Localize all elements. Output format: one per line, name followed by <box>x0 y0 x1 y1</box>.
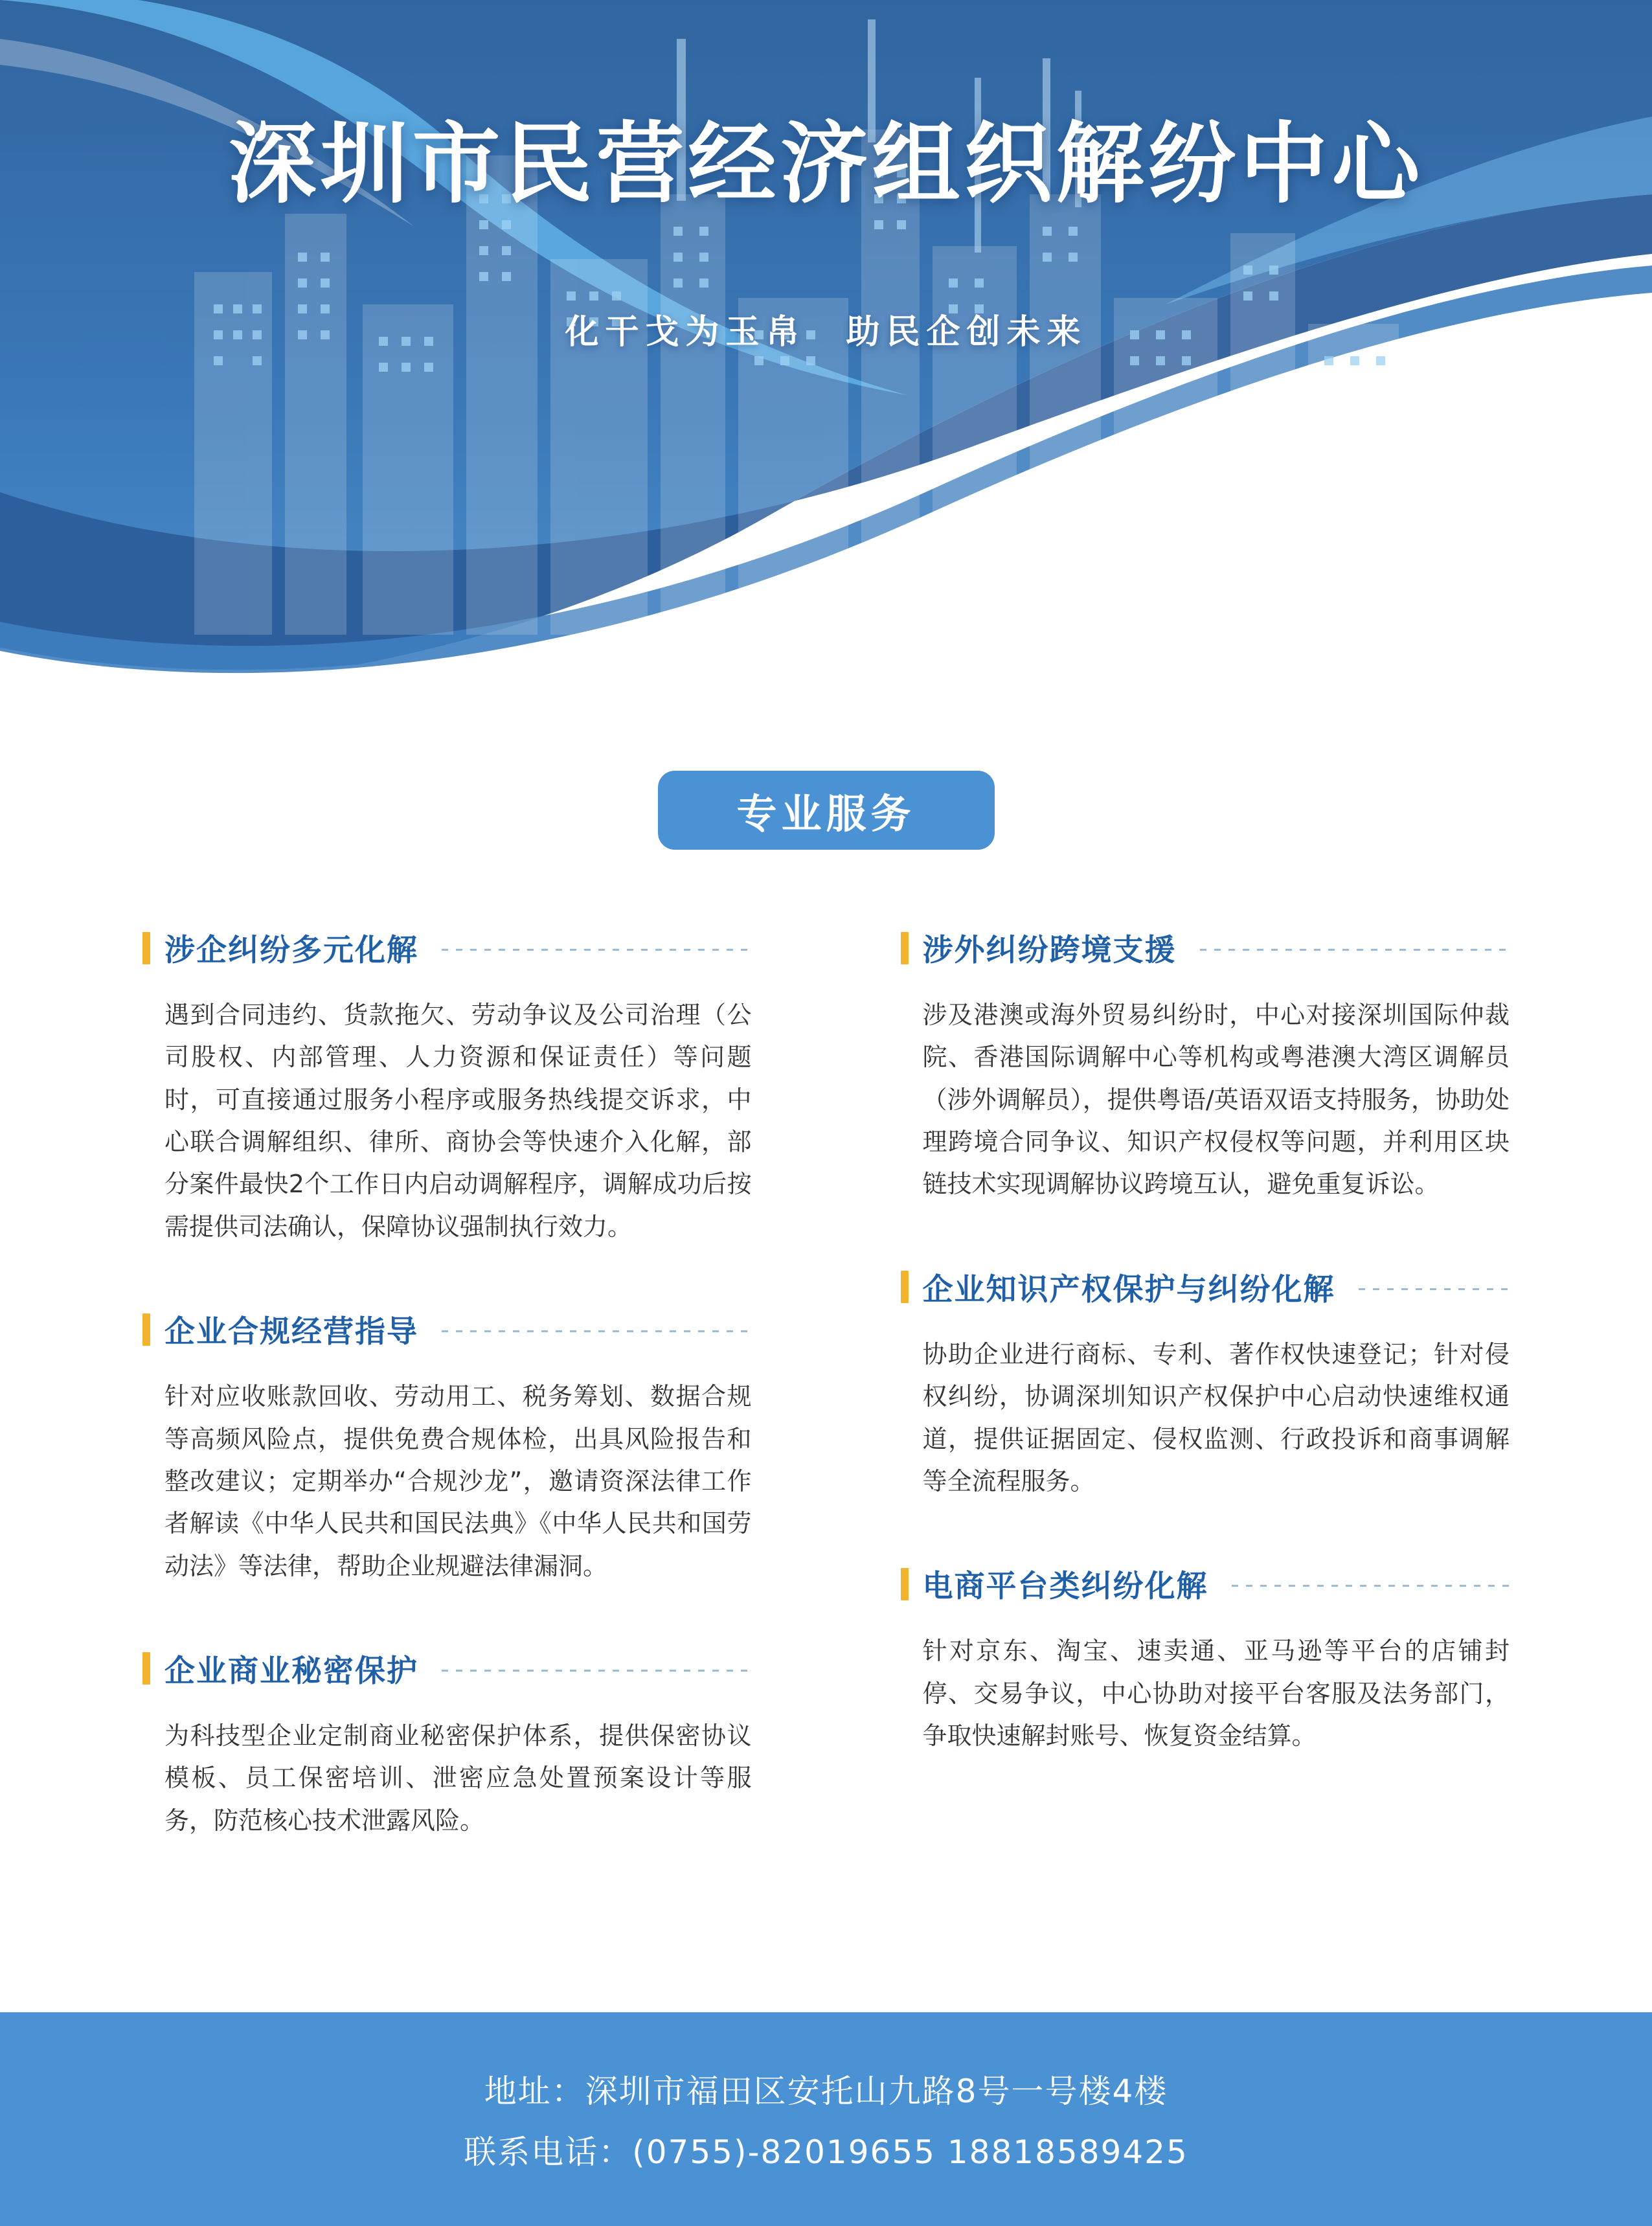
service-title: 企业商业秘密保护 <box>164 1653 418 1689</box>
page-footer <box>0 2012 1652 2226</box>
page-header <box>0 0 1652 725</box>
service-heading <box>142 1647 752 1690</box>
service-description: 涉及港澳或海外贸易纠纷时，中心对接深圳国际仲裁院、香港国际调解中心等机构或粤港澳大湾区调解员（涉外调解员），提供粤语/英语双语支持服务，协助处理跨境合同争议、知识产权侵权等问题，并利用区块链技术实现调解协议跨境互认，避免重复诉讼。 <box>922 1001 1510 1199</box>
services-column-left <box>142 926 752 1902</box>
service-item <box>901 1562 1510 1757</box>
accent-bar-icon <box>901 1568 909 1600</box>
service-heading <box>901 926 1510 970</box>
service-title: 涉企纠纷多元化解 <box>164 933 418 968</box>
service-heading <box>142 926 752 970</box>
service-item <box>142 1308 752 1587</box>
dotted-rule-icon <box>442 1670 752 1672</box>
footer-phone: 联系电话：(0755)-82019655 18818589425 <box>464 2133 1188 2171</box>
footer-address: 地址：深圳市福田区安托山九路8号一号楼4楼 <box>484 2073 1168 2110</box>
dotted-rule-icon <box>1359 1288 1510 1290</box>
service-title: 企业合规经营指导 <box>164 1314 418 1350</box>
accent-bar-icon <box>142 932 150 964</box>
dotted-rule-icon <box>1232 1585 1510 1587</box>
service-description: 遇到合同违约、货款拖欠、劳动争议及公司治理（公司股权、内部管理、人力资源和保证责任）等问题时，可直接通过服务小程序或服务热线提交诉求，中心联合调解组织、律所、商协会等快速介入化解，部分案件最快2个工作日内启动调解程序，调解成功后按需提供司法确认，保障协议强制执行效力。 <box>164 1001 752 1241</box>
service-item <box>142 1647 752 1842</box>
accent-bar-icon <box>142 1313 150 1346</box>
services-grid <box>0 926 1652 1902</box>
service-description: 针对京东、淘宝、速卖通、亚马逊等平台的店铺封停、交易争议，中心协助对接平台客服及法务部门，争取快速解封账号、恢复资金结算。 <box>922 1637 1510 1750</box>
service-heading <box>901 1562 1510 1606</box>
dotted-rule-icon <box>442 1330 752 1332</box>
dotted-rule-icon <box>1200 949 1510 951</box>
service-heading <box>901 1266 1510 1309</box>
accent-bar-icon <box>901 1271 909 1303</box>
service-title: 涉外纠纷跨境支援 <box>922 933 1177 968</box>
service-heading <box>142 1308 752 1351</box>
services-column-right <box>901 926 1510 1902</box>
section-title-label: 专业服务 <box>736 789 916 837</box>
service-title: 企业知识产权保护与纠纷化解 <box>922 1271 1335 1308</box>
accent-bar-icon <box>142 1652 150 1685</box>
service-item <box>901 926 1510 1206</box>
accent-bar-icon <box>901 932 909 964</box>
city-skyline-illustration <box>0 0 1652 725</box>
page-subtitle: 化干戈为玉帛 助民企创未来 <box>565 313 1087 352</box>
service-description: 针对应收账款回收、劳动用工、税务筹划、数据合规等高频风险点，提供免费合规体检，出具风险报告和整改建议；定期举办“合规沙龙”，邀请资深法律工作者解读《中华人民共和国民法典》《中华人民共和国劳动法》等法律，帮助企业规避法律漏洞。 <box>164 1382 752 1580</box>
service-title: 电商平台类纠纷化解 <box>922 1569 1208 1605</box>
section-title-badge <box>658 771 995 850</box>
service-item <box>901 1266 1510 1503</box>
service-description: 协助企业进行商标、专利、著作权快速登记；针对侵权纠纷，协调深圳知识产权保护中心启动快速维权通道，提供证据固定、侵权监测、行政投诉和商事调解等全流程服务。 <box>922 1339 1510 1495</box>
service-description: 为科技型企业定制商业秘密保护体系，提供保密协议模板、员工保密培训、泄密应急处置预案设计等服务，防范核心技术泄露风险。 <box>164 1721 752 1835</box>
service-item <box>142 926 752 1248</box>
dotted-rule-icon <box>442 949 752 951</box>
page-title: 深圳市民营经济组织解纷中心 <box>228 113 1424 216</box>
